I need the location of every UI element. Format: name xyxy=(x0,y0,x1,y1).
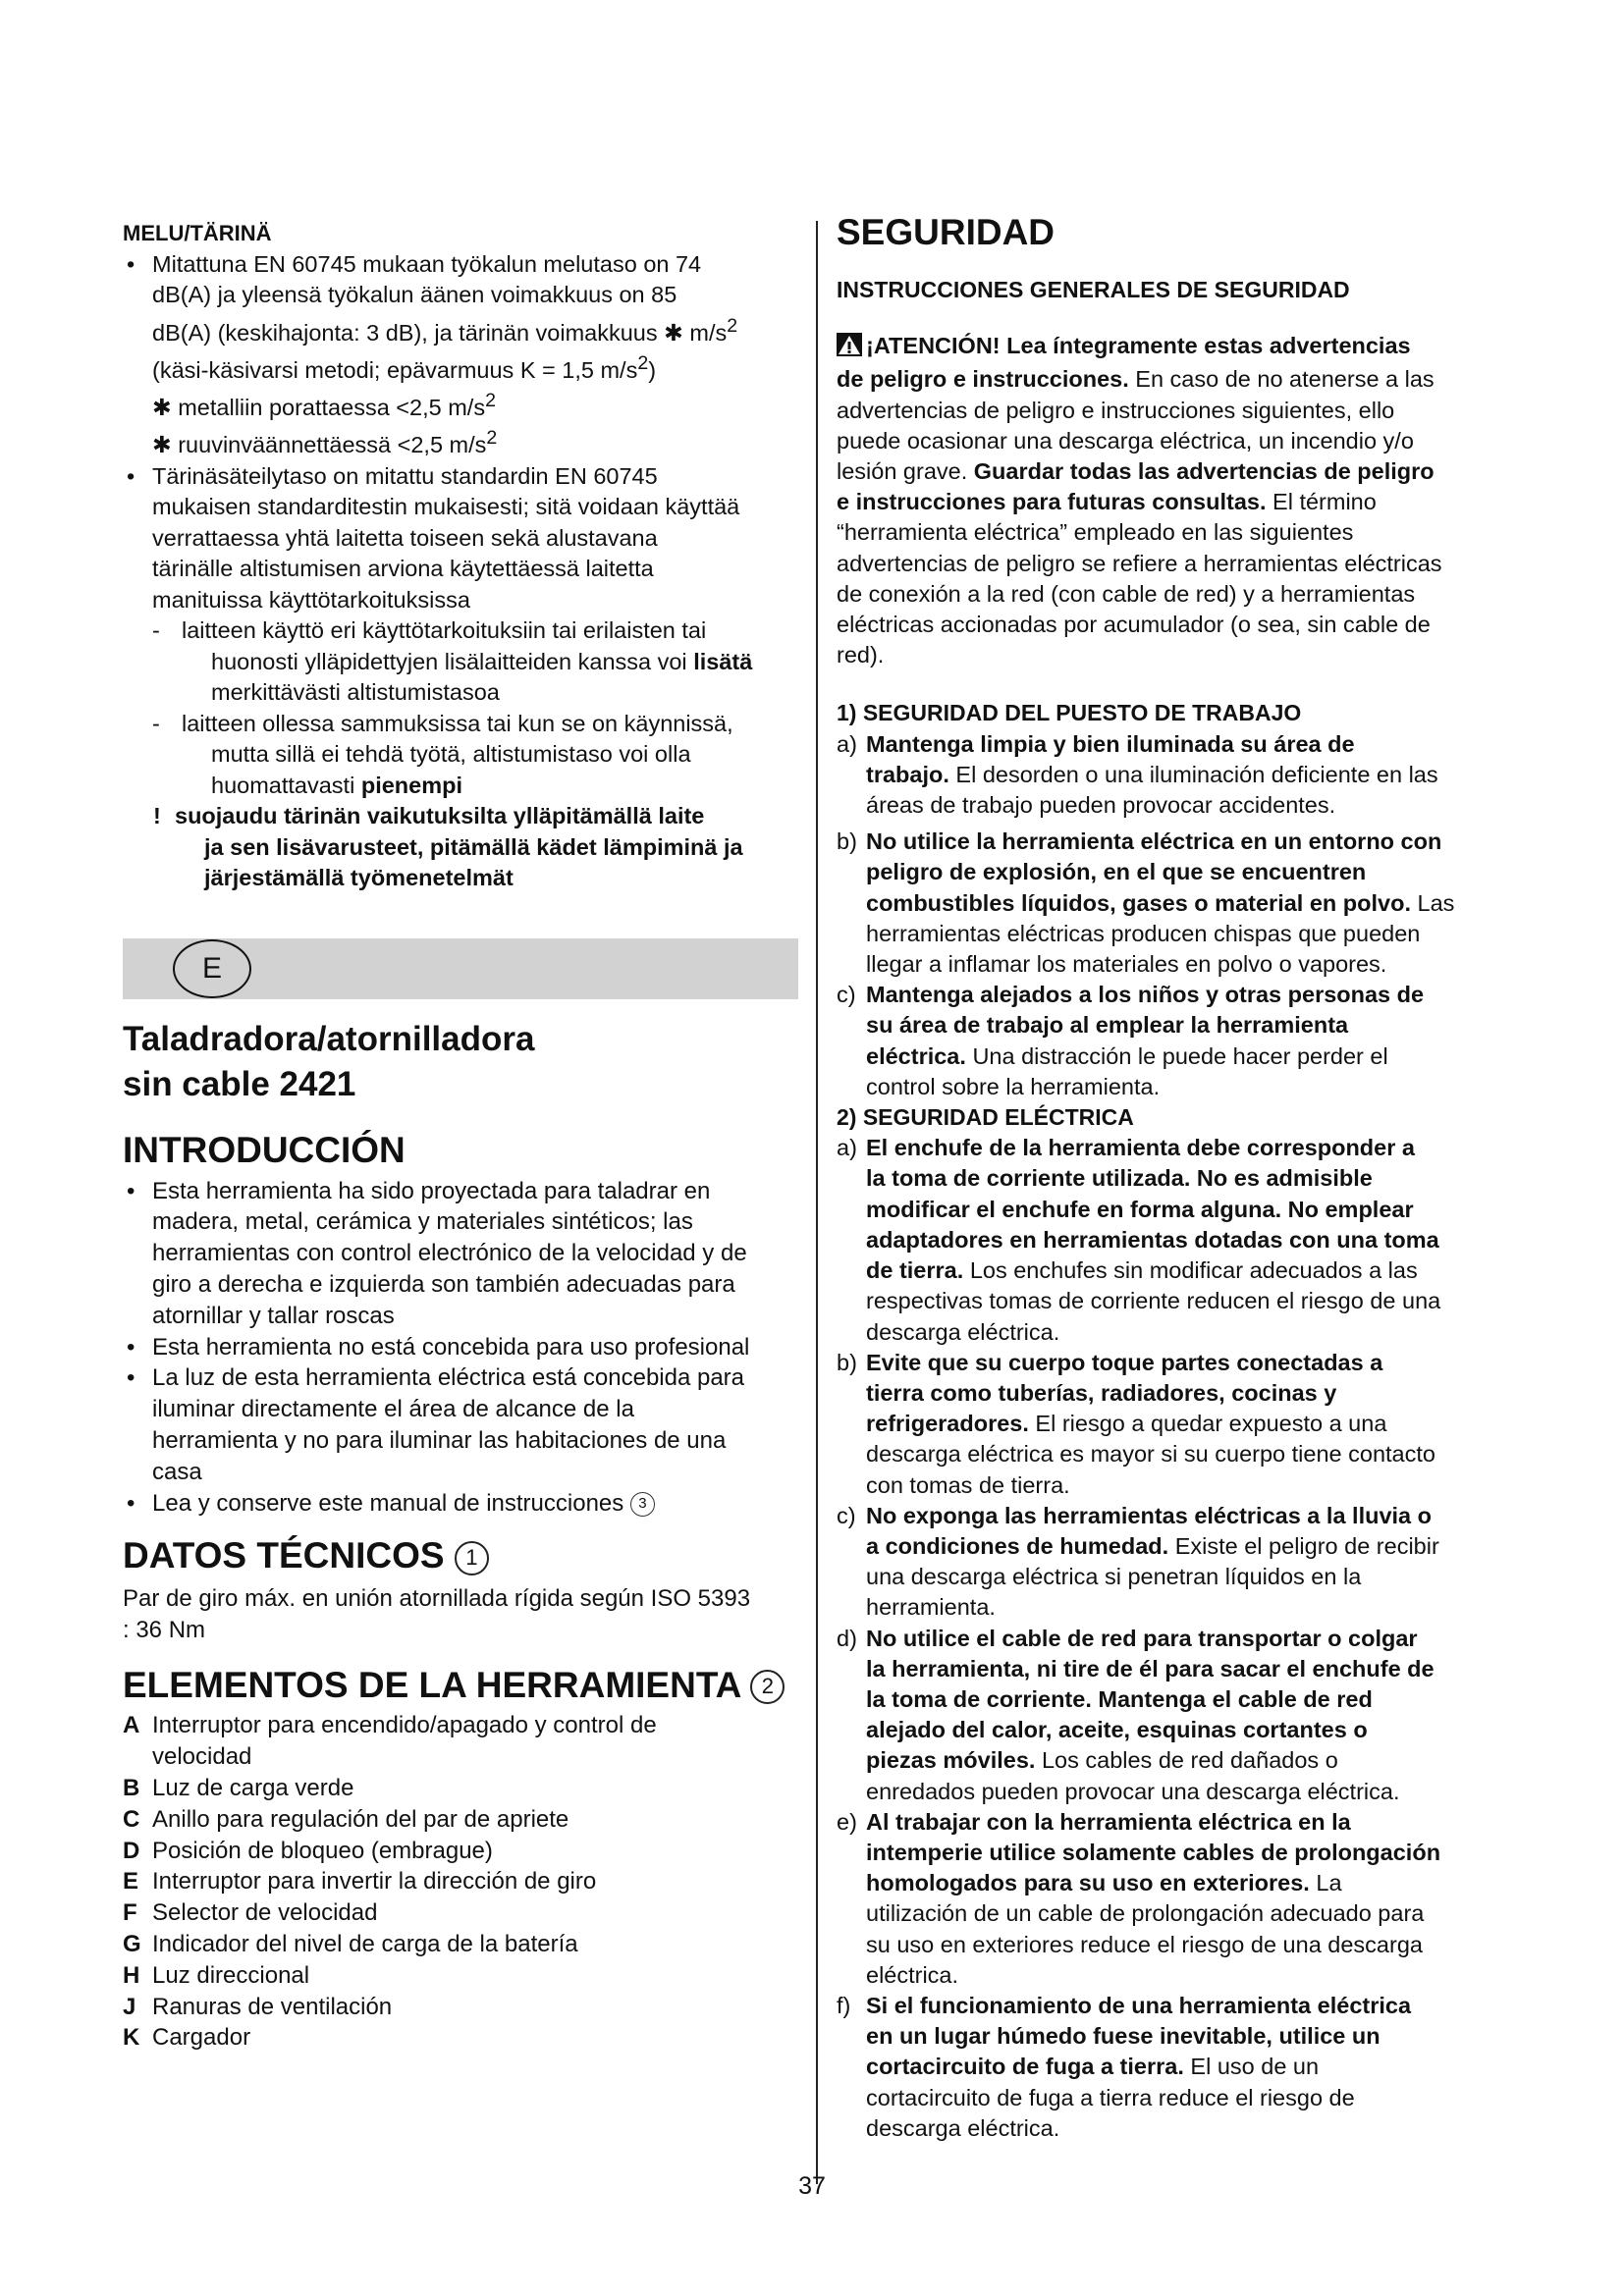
column-divider xyxy=(816,221,818,2184)
electrical-safety-heading: 2) SEGURIDAD ELÉCTRICA xyxy=(837,1104,1134,1131)
finnish-noise-section xyxy=(123,218,798,894)
tool-elements-section xyxy=(123,1664,798,2054)
bullet-item: • Esta herramienta ha sido proyectada para taladrar en madera, metal, cerámica y materiales sintéticos; las herramientas con control electrónico de la velocidad y de giro a derecha e izquierda son también adecuadas para atornillar y tallar roscas xyxy=(123,1176,798,1332)
tool-element-item: K Cargador xyxy=(123,2024,251,2052)
product-title: Taladradora/atornilladora sin cable 2421 xyxy=(123,1019,535,1103)
dash-item: - laitteen käyttö eri käyttötarkoituksiin tai erilaisten tai huonosti ylläpidettyjen lisälaitteiden kanssa voi lisätä merkittävästi altistumistasoa xyxy=(123,615,798,709)
safety-item: c) No exponga las herramientas eléctricas a la lluvia o a condiciones de humedad. Existe el peligro de recibir una descarga eléctrica si penetran líquidos en la herramienta. xyxy=(837,1502,1439,1621)
workplace-safety-heading: 1) SEGURIDAD DEL PUESTO DE TRABAJO xyxy=(837,700,1302,726)
figure-ref-badge: 3 xyxy=(630,1492,655,1517)
tool-element-item: J Ranuras de ventilación xyxy=(123,1993,393,2020)
tool-element-item: B Luz de carga verde xyxy=(123,1775,354,1801)
intro-title: INTRODUCCIÓN xyxy=(123,1129,406,1170)
intro-section xyxy=(123,1129,798,1520)
language-badge: E xyxy=(173,939,251,998)
bullet-item: • Lea y conserve este manual de instrucciones 3 xyxy=(123,1488,798,1520)
dash-item: - laitteen ollessa sammuksissa tai kun se on käynnissä, mutta sillä ei tehdä työtä, altistumistaso voi olla huomattavasti pienempi xyxy=(123,709,798,802)
tech-data-title: DATOS TÉCNICOS 1 xyxy=(123,1540,798,1575)
tool-elements-title: ELEMENTOS DE LA HERRAMIENTA 2 xyxy=(123,1670,798,1705)
safety-title: SEGURIDAD xyxy=(837,212,1056,252)
tool-element-item: C Anillo para regulación del par de apriete xyxy=(123,1805,569,1833)
safety-item: a) El enchufe de la herramienta debe corresponder a la toma de corriente utilizada. No es admisible modificar el enchufe en forma alguna. No emplear adaptadores en herramientas dotadas con una toma de tierra. Los enchufes sin modificar adecuados a las respectivas tomas de corriente reducen el riesgo de una descarga eléctrica. xyxy=(837,1135,1441,1345)
safety-subtitle: INSTRUCCIONES GENERALES DE SEGURIDAD xyxy=(837,277,1350,302)
figure-ref-badge: 2 xyxy=(750,1670,785,1704)
safety-item: a) Mantenga limpia y bien iluminada su área de trabajo. El desorden o una iluminación deficiente en las áreas de trabajo pueden provocar accidentes. xyxy=(837,730,1438,819)
tool-element-item: H Luz direccional xyxy=(123,1961,310,1989)
safety-item: b) Evite que su cuerpo toque partes conectadas a tierra como tuberías, radiadores, cocinas y refrigeradores. El riesgo a quedar expuesto a una descarga eléctrica es mayor si su cuerpo tiene contacto con tomas de tierra. xyxy=(837,1349,1435,1498)
right-column xyxy=(837,212,1514,2144)
tool-element-item: A Interruptor para encendido/apagado y control de velocidad xyxy=(123,1712,657,1771)
section-heading: MELU/TÄRINÄ xyxy=(123,221,272,245)
tool-element-item: E Interruptor para invertir la dirección de giro xyxy=(123,1868,597,1896)
safety-item: d) No utilice el cable de red para transportar o colgar la herramienta, ni tire de él para sacar el enchufe de la toma de corriente. Mantenga el cable de red alejado del calor, aceite, esquinas cortantes o piezas móviles. Los cables de red dañados o enredados pueden provocar una descarga eléctrica. xyxy=(837,1625,1435,1804)
warning-icon xyxy=(837,333,862,364)
exclamation-note: ! suojaudu tärinän vaikutuksilta ylläpitämällä laite ja sen lisävarusteet, pitämällä kädet lämpiminä ja järjestämällä työmenetelmät xyxy=(123,801,798,894)
bullet-item: • Tärinäsäteilytaso on mitattu standardin EN 60745 mukaisen standarditestin mukaisesti; sitä voidaan käyttää verrattaessa yhtä laitetta toiseen sekä alustavana tärinälle altistumisen arviona käytettäessä laitetta manituissa käyttötarkoituksissa xyxy=(123,461,798,616)
language-bar xyxy=(123,938,798,999)
tool-elements-list xyxy=(123,1710,798,2054)
tech-data-section: DATOS TÉCNICOS 1 Par de giro máx. en unión atornillada rígida según ISO 5393 : 36 Nm xyxy=(123,1540,798,1645)
bullet-item: • Esta herramienta no está concebida para uso profesional xyxy=(123,1332,798,1363)
tool-element-item: D Posición de bloqueo (embrague) xyxy=(123,1837,493,1864)
safety-item: c) Mantenga alejados a los niños y otras personas de su área de trabajo al emplear la herramienta eléctrica. Una distracción le puede hacer perder el control sobre la herramienta. xyxy=(837,982,1425,1099)
tool-element-item: G Indicador del nivel de carga de la batería xyxy=(123,1930,578,1957)
tool-element-item: F Selector de velocidad xyxy=(123,1899,378,1927)
figure-ref-badge: 1 xyxy=(455,1541,489,1575)
safety-item: f) Si el funcionamiento de una herramienta eléctrica en un lugar húmedo fuese inevitable, utilice un cortacircuito de fuga a tierra. El uso de un cortacircuito de fuga a tierra reduce el riesgo de descarga eléctrica. xyxy=(837,1992,1412,2141)
warning-paragraph: ¡ATENCIÓN! Lea íntegramente estas advertencias de peligro e instrucciones. En caso de no atenerse a las advertencias de peligro e instrucciones siguientes, ello puede ocasionar una descarga eléctrica, un incendio y/o lesión grave. Guardar todas las advertencias de peligro e instrucciones para futuras consultas. El término “herramienta eléctrica” empleado en las siguientes advertencias de peligro se refiere a herramientas eléctricas de conexión a la red (con cable de red) y a herramientas eléctricas accionadas por acumulador (o sea, sin cable de red). xyxy=(837,333,1442,668)
page-number: 37 xyxy=(798,2172,826,2200)
safety-item: e) Al trabajar con la herramienta eléctrica en la intemperie utilice solamente cables de prolongación homologados para su uso en exteriores. La utilización de un cable de prolongación adecuado para su uso en exteriores reduce el riesgo de una descarga eléctrica. xyxy=(837,1808,1441,1988)
safety-item: b) No utilice la herramienta eléctrica en un entorno con peligro de explosión, en el que se encuentren combustibles líquidos, gases o material en polvo. Las herramientas eléctricas producen chispas que pueden llegar a inflamar los materiales en polvo o vapores. xyxy=(837,828,1455,978)
left-column xyxy=(123,218,798,2054)
bullet-item: • Mitattuna EN 60745 mukaan työkalun melutaso on 74 dB(A) ja yleensä työkalun äänen voimakkuus on 85 dB(A) (keskihajonta: 3 dB), ja tärinän voimakkuus ✱ $m/s^2$ (käsi-käsivarsi metodi; epävarmuus K = 1,5 $m/s^2$) ✱ metalliin porattaessa <2,5 $m/s^2$ ✱ ruuvinväännettäessä <2,5 $m/s^2$ xyxy=(123,249,798,461)
bullet-item: • La luz de esta herramienta eléctrica está concebida para iluminar directamente el área de alcance de la herramienta y no para iluminar las habitaciones de una casa xyxy=(123,1362,798,1487)
